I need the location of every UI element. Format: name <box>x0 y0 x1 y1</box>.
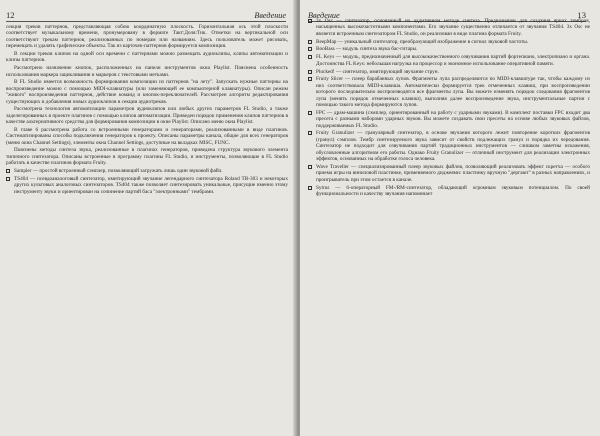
paragraph: Рассмотрена технология автоматизации параметров аудиоклипов или любых других параметров FL Studio, а также заделегированных в проекте плагинов с помощью клипов автоматизации. Приведен порядок применения клипов паттернов в качестве альтернативного средства для формирования композиции в окне Playlist. Описано меню окна Playlist. <box>6 106 288 126</box>
list-item <box>308 110 590 129</box>
checkbox-bullet-icon <box>308 131 312 135</box>
checkbox-bullet-icon <box>308 55 312 59</box>
list-item <box>308 69 590 75</box>
list-item-text: BeepMap — уникальный синтезатор, преобразующий изображение в сигнал звуковой частоты. <box>316 38 529 45</box>
left-page-header <box>6 8 286 22</box>
left-running-head: Введение <box>254 11 286 20</box>
paragraph: В главе 6 рассмотрена работа со встроенными генераторами и генераторами, реализованными в виде плагинов. Систематизированы способы подключения генераторов к проекту. Описаны параметры канала, общие для всех генераторов (меню окна Channel Settings), элементы окна Channel Settings, доступные на вкладках MISC, FUNC. <box>6 126 288 146</box>
list-item <box>308 54 590 67</box>
list-item <box>308 130 590 162</box>
right-page <box>300 0 600 436</box>
left-page-number: 12 <box>6 10 15 20</box>
list-item <box>308 39 590 45</box>
list-item <box>6 168 288 174</box>
list-item-text: Plucked! — синтезатор, имитирующий звучание струн. <box>316 68 439 75</box>
paragraph: Рассмотрено назначение кнопок, расположенных на панели инструментов окна Playlist. Пояснена особенность использования маркера зацикливания и маркеров с текстовыми метками. <box>6 65 288 78</box>
list-item-text: Sytrus — 6-операторный FM-/RM-синтезатор, обладающий огромным звуковым потенциалом. По своей функциональности и качеству звучания напоминает <box>316 184 590 198</box>
list-item-text: 3x Osc — синтезатор, основанный на аддитивном методе синтеза. Предназначен для создания ярких тембров, насыщенных высокочастотными компонентами. Его звучание существенно отличается от звучания TS404. 3x Osc не является встроенным синтезатором FL Studio, он реализован в виде плагина формата Fruity. <box>316 18 590 37</box>
list-item <box>308 18 590 37</box>
checkbox-bullet-icon <box>6 177 10 181</box>
list-item <box>308 185 590 198</box>
checkbox-bullet-icon <box>308 47 312 51</box>
checkbox-bullet-icon <box>308 70 312 74</box>
list-item-text: BooBass — модуль синтеза звука бас-гитары. <box>316 46 418 53</box>
right-page-body <box>308 18 590 199</box>
right-page-number: 13 <box>577 10 586 20</box>
paragraph: секция треков паттернов, представляющая собою координатную плоскость. Горизонтальная ось этой плоскости соответствует музыкальному времени, пронумеровану в формате Такт:Доля:Тик. Отметки на вертикальной оси соответствуют трекам паттернов, реализованных по номерам или названиям. Здесь пользователь может рисовать, перемещать и удалять графические объекты. Так из карточек-паттернов формируется композиция. <box>6 24 288 50</box>
list-item <box>308 46 590 52</box>
checkbox-bullet-icon <box>308 77 312 81</box>
list-item-text: Fruity Slicer — плеер барабанных лупов. Фрагменты лупа распределяются по MIDI-клавиатуре так, чтобы каждому из них соответствовала MIDI-клавиша. Автоматически формируется трек отмеченных клавиш, при воспроизведении которого последовательно воспроизводятся все фрагменты лупа. Вы можете изменять порядок следования фрагментов лупа (менять порядок отмеченных клавиш), выполняя далее воспроизведение звука, инструментальные партии с помощью такого метода формируются лупов. <box>316 76 590 109</box>
checkbox-bullet-icon <box>308 186 312 190</box>
right-running-head: Введение <box>308 11 340 20</box>
list-item-text: Fruity Granulizer — гранулярный синтезатор, в основе звучания которого лежит повторение коротких фрагментов (гранул) сэмплов. Тембр синтезируемого звука зависит от свойств подлежащих гранул и порядка их чередования. Синтезатор не подходит для озвучивания партий традиционных инструментов — слишком заметны искажения, обусловленные алгоритмом его работы. Однако Fruity Granulizer — отличный инструмент для реализации электронных эффектов, основанных на обработке голоса человека. <box>316 130 590 163</box>
paragraph: Пояснены методы синтеза звука, реализованные в плагинах генераторов, приведена структура звукового элемента типичного синтезатора. Описаны встроенные в программу плагины FL Studio, и инструменты, позволяющие в FL Studio работать в качестве плагинов формата Fruity. <box>6 147 288 167</box>
list-item <box>6 176 288 195</box>
checkbox-bullet-icon <box>308 165 312 169</box>
list-item-text: TS404 — псевдоаналоговый синтезатор, имитирующий звучание легендарного синтезатора Roland TB-303 и некоторых других культовых аналоговых синтезаторов. TS404 также позволяет синтезировать уникальные, присущие именно этому инструменту звуки и ориентирован на сочинение партий баса "электронными" тембрами. <box>14 175 288 195</box>
checkbox-bullet-icon <box>6 169 10 173</box>
paragraph: В секции треков клипов на одной оси времени с паттернами можно размещать аудиоклипы, клипы автоматизации и клипы паттернов. <box>6 50 288 64</box>
list-item-text: FL Keys — модуль, предназначенный для высококачественного озвучивания партий фортепиано, электропиано и органа. Достоинства FL Keys: небольшая нагрузка на процессор и экономное использование оперативной памяти. <box>316 54 590 67</box>
checkbox-bullet-icon <box>308 40 312 44</box>
left-page-body <box>6 24 288 196</box>
list-item <box>308 164 590 183</box>
list-item-text: FPC — драм-машина (сэмплер, ориентированный на работу с ударными звуками). В комплект поставки FPC входит два пресета с разными наборами ударных звуков. Вы можете создавать свои пресеты на основе любых звуковых файлов, поддерживаемых FL Studio. <box>316 109 590 129</box>
checkbox-bullet-icon <box>308 19 312 23</box>
list-item-text: Sampler — простой встроенный сэмплер, позволяющий загружать лишь один звуковой файл. <box>14 167 223 174</box>
paragraph: В FL Studio имеется возможность формирования композиции из паттернов "на лету". Запускать нужные паттерны на воспроизведение можно с помощью MIDI-клавиатуры (или заменяющей ее компьютерной клавиатуры). Описан режим "живого" воспроизведения паттернов, действие команд и кнопок-переключателей. Рассмотрен алгоритм редактирования существующих и добавления новых аудиоклипов в секции аудиотреков. <box>6 79 288 105</box>
checkbox-bullet-icon <box>308 111 312 115</box>
list-item <box>308 76 590 108</box>
left-page <box>0 0 296 436</box>
list-item-text: Wave Traveller — специализированный плеер звуковых файлов, позволяющий реализовать эффект скретча — особого приема игры на виниловой пластинке, применяемого диджеями: пластинку вручную "дергают" в разных направлениях, и проигрыватель при этом остается в канале. <box>316 163 590 183</box>
